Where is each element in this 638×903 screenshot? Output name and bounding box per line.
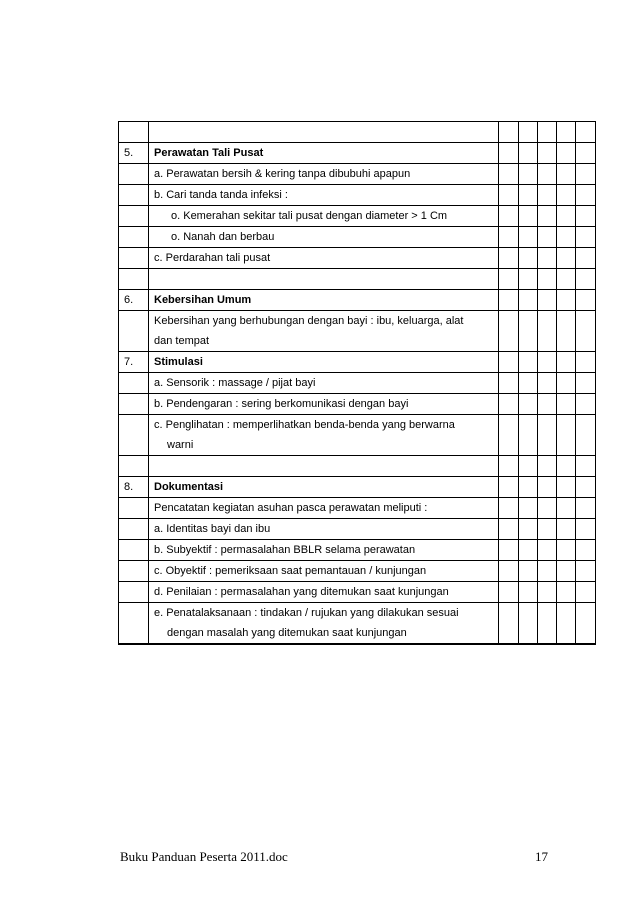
check-cell[interactable] (499, 603, 519, 645)
check-cell[interactable] (557, 164, 576, 185)
table-row (119, 603, 596, 645)
check-cell[interactable] (576, 290, 596, 311)
item-number (119, 582, 149, 603)
check-cell[interactable] (557, 394, 576, 415)
check-cell[interactable] (499, 164, 519, 185)
item-description: Stimulasi (149, 352, 499, 373)
item-description (149, 311, 499, 352)
check-cell[interactable] (519, 122, 538, 143)
check-cell[interactable] (499, 415, 519, 456)
check-cell[interactable] (499, 373, 519, 394)
item-description: b. Subyektif : permasalahan BBLR selama perawatan (149, 540, 499, 561)
check-cell[interactable] (499, 352, 519, 373)
check-cell[interactable] (499, 311, 519, 352)
check-cell[interactable] (538, 164, 557, 185)
check-cell[interactable] (499, 227, 519, 248)
check-cell[interactable] (538, 415, 557, 456)
item-description: a. Identitas bayi dan ibu (149, 519, 499, 540)
check-cell[interactable] (519, 603, 538, 645)
table-row (119, 540, 596, 561)
checklist-table (118, 121, 596, 645)
item-description (149, 122, 499, 143)
check-cell[interactable] (538, 603, 557, 645)
item-description: Dokumentasi (149, 477, 499, 498)
check-cell[interactable] (538, 269, 557, 290)
check-cell[interactable] (538, 290, 557, 311)
item-number (119, 206, 149, 227)
item-description (149, 415, 499, 456)
check-cell[interactable] (499, 269, 519, 290)
table-row (119, 185, 596, 206)
check-cell[interactable] (519, 143, 538, 164)
check-cell[interactable] (538, 352, 557, 373)
check-cell[interactable] (519, 582, 538, 603)
check-cell[interactable] (499, 206, 519, 227)
check-cell[interactable] (576, 311, 596, 352)
check-cell[interactable] (519, 456, 538, 477)
check-cell[interactable] (557, 352, 576, 373)
item-number (119, 269, 149, 290)
check-cell[interactable] (499, 143, 519, 164)
table-row (119, 394, 596, 415)
item-number (119, 456, 149, 477)
check-cell[interactable] (499, 582, 519, 603)
table-row (119, 352, 596, 373)
check-cell[interactable] (519, 227, 538, 248)
item-description: o. Kemerahan sekitar tali pusat dengan diameter > 1 Cm (149, 206, 499, 227)
check-cell[interactable] (538, 373, 557, 394)
check-cell[interactable] (538, 311, 557, 352)
check-cell[interactable] (576, 415, 596, 456)
check-cell[interactable] (557, 269, 576, 290)
check-cell[interactable] (557, 519, 576, 540)
check-cell[interactable] (519, 248, 538, 269)
check-cell[interactable] (576, 352, 596, 373)
item-number (119, 415, 149, 456)
check-cell[interactable] (557, 415, 576, 456)
footer-page-number: 17 (535, 849, 548, 864)
check-cell[interactable] (576, 603, 596, 645)
item-description: a. Perawatan bersih & kering tanpa dibubuhi apapun (149, 164, 499, 185)
table-row (119, 477, 596, 498)
check-cell[interactable] (576, 122, 596, 143)
check-cell[interactable] (538, 540, 557, 561)
table-row (119, 415, 596, 456)
check-cell[interactable] (576, 185, 596, 206)
check-cell[interactable] (557, 498, 576, 519)
check-cell[interactable] (519, 540, 538, 561)
check-cell[interactable] (576, 143, 596, 164)
check-cell[interactable] (519, 415, 538, 456)
check-cell[interactable] (519, 185, 538, 206)
item-number (119, 311, 149, 352)
item-number (119, 248, 149, 269)
check-cell[interactable] (557, 540, 576, 561)
check-cell[interactable] (538, 519, 557, 540)
check-cell[interactable] (499, 290, 519, 311)
table-row (119, 311, 596, 352)
check-cell[interactable] (557, 122, 576, 143)
check-cell[interactable] (557, 248, 576, 269)
item-number (119, 394, 149, 415)
item-number: 7. (119, 352, 149, 373)
item-description: b. Cari tanda tanda infeksi : (149, 185, 499, 206)
item-description: c. Perdarahan tali pusat (149, 248, 499, 269)
check-cell[interactable] (576, 164, 596, 185)
item-description: a. Sensorik : massage / pijat bayi (149, 373, 499, 394)
item-number (119, 227, 149, 248)
item-number: 6. (119, 290, 149, 311)
item-description (149, 603, 499, 645)
check-cell[interactable] (557, 456, 576, 477)
check-cell[interactable] (576, 394, 596, 415)
check-cell[interactable] (499, 394, 519, 415)
table-row (119, 164, 596, 185)
table-row (119, 206, 596, 227)
check-cell[interactable] (576, 540, 596, 561)
check-cell[interactable] (538, 477, 557, 498)
item-description-line: dengan masalah yang ditemukan saat kunjungan (167, 627, 407, 639)
check-cell[interactable] (538, 248, 557, 269)
check-cell[interactable] (576, 561, 596, 582)
table-row (119, 519, 596, 540)
check-cell[interactable] (538, 206, 557, 227)
table-row (119, 227, 596, 248)
check-cell[interactable] (499, 519, 519, 540)
check-cell[interactable] (557, 561, 576, 582)
check-cell[interactable] (499, 456, 519, 477)
table-row (119, 561, 596, 582)
item-number: 5. (119, 143, 149, 164)
check-cell[interactable] (519, 269, 538, 290)
check-cell[interactable] (499, 498, 519, 519)
item-description-line: c. Penglihatan : memperlihatkan benda-benda yang berwarna (154, 419, 455, 431)
item-description-line: warni (167, 439, 194, 451)
item-number (119, 498, 149, 519)
check-cell[interactable] (576, 248, 596, 269)
item-description: b. Pendengaran : sering berkomunikasi dengan bayi (149, 394, 499, 415)
check-cell[interactable] (538, 582, 557, 603)
item-number (119, 561, 149, 582)
check-cell[interactable] (576, 206, 596, 227)
item-number (119, 603, 149, 645)
check-cell[interactable] (557, 227, 576, 248)
check-cell[interactable] (557, 206, 576, 227)
item-description: o. Nanah dan berbau (149, 227, 499, 248)
check-cell[interactable] (576, 582, 596, 603)
item-description: Kebersihan Umum (149, 290, 499, 311)
check-cell[interactable] (557, 290, 576, 311)
check-cell[interactable] (519, 290, 538, 311)
table-row (119, 582, 596, 603)
item-number: 8. (119, 477, 149, 498)
check-cell[interactable] (557, 582, 576, 603)
check-cell[interactable] (557, 477, 576, 498)
check-cell[interactable] (576, 519, 596, 540)
check-cell[interactable] (519, 352, 538, 373)
item-number (119, 373, 149, 394)
table-row (119, 248, 596, 269)
check-cell[interactable] (557, 311, 576, 352)
item-description-line: Kebersihan yang berhubungan dengan bayi : ibu, keluarga, alat (154, 315, 464, 327)
table-row (119, 143, 596, 164)
check-cell[interactable] (576, 373, 596, 394)
check-cell[interactable] (519, 373, 538, 394)
item-description (149, 456, 499, 477)
item-description: c. Obyektif : pemeriksaan saat pemantauan / kunjungan (149, 561, 499, 582)
table-row (119, 498, 596, 519)
check-cell[interactable] (557, 143, 576, 164)
check-cell[interactable] (519, 206, 538, 227)
check-cell[interactable] (538, 498, 557, 519)
check-cell[interactable] (499, 185, 519, 206)
item-description: Perawatan Tali Pusat (149, 143, 499, 164)
check-cell[interactable] (499, 540, 519, 561)
item-description: Pencatatan kegiatan asuhan pasca perawatan meliputi : (149, 498, 499, 519)
table-row (119, 122, 596, 143)
table-row (119, 456, 596, 477)
table-row (119, 290, 596, 311)
check-cell[interactable] (519, 498, 538, 519)
footer-document-name: Buku Panduan Peserta 2011.doc (120, 849, 288, 864)
item-number (119, 164, 149, 185)
check-cell[interactable] (538, 394, 557, 415)
check-cell[interactable] (538, 185, 557, 206)
check-cell[interactable] (538, 122, 557, 143)
item-number (119, 122, 149, 143)
item-number (119, 540, 149, 561)
check-cell[interactable] (519, 164, 538, 185)
check-cell[interactable] (557, 185, 576, 206)
check-cell[interactable] (519, 394, 538, 415)
item-description-line: e. Penatalaksanaan : tindakan / rujukan yang dilakukan sesuai (154, 607, 459, 619)
check-cell[interactable] (499, 477, 519, 498)
item-number (119, 519, 149, 540)
item-description (149, 269, 499, 290)
check-cell[interactable] (519, 561, 538, 582)
table-row (119, 373, 596, 394)
item-description: d. Penilaian : permasalahan yang ditemukan saat kunjungan (149, 582, 499, 603)
check-cell[interactable] (499, 122, 519, 143)
check-cell[interactable] (576, 498, 596, 519)
check-cell[interactable] (576, 227, 596, 248)
check-cell[interactable] (499, 561, 519, 582)
check-cell[interactable] (576, 456, 596, 477)
check-cell[interactable] (519, 311, 538, 352)
check-cell[interactable] (576, 269, 596, 290)
check-cell[interactable] (499, 248, 519, 269)
check-cell[interactable] (519, 477, 538, 498)
check-cell[interactable] (538, 456, 557, 477)
check-cell[interactable] (557, 373, 576, 394)
check-cell[interactable] (538, 143, 557, 164)
table-row (119, 269, 596, 290)
check-cell[interactable] (576, 477, 596, 498)
check-cell[interactable] (538, 561, 557, 582)
check-cell[interactable] (538, 227, 557, 248)
check-cell[interactable] (557, 603, 576, 645)
check-cell[interactable] (519, 519, 538, 540)
item-description-line: dan tempat (154, 335, 210, 347)
item-number (119, 185, 149, 206)
